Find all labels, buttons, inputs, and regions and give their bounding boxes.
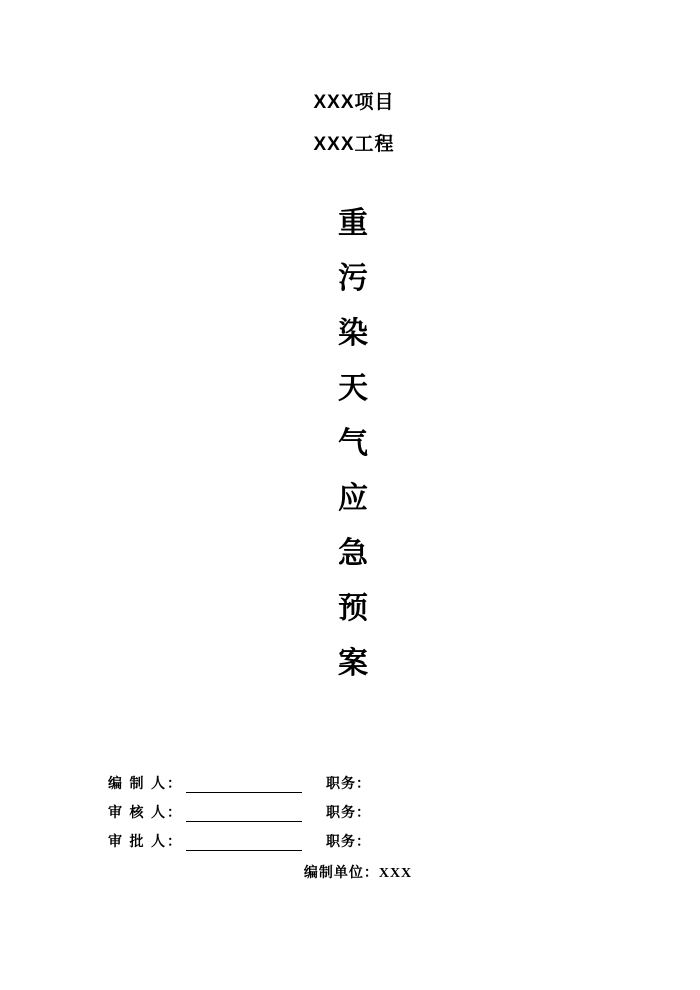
- author-label: 编 制 人：: [108, 777, 183, 792]
- project-name-line: XXX项目: [313, 92, 395, 113]
- title-char-6: 应: [338, 482, 370, 515]
- title-char-3: 染: [338, 317, 370, 350]
- title-char-1: 重: [338, 207, 370, 240]
- title-char-4: 天: [338, 372, 370, 405]
- title-char-2: 污: [338, 262, 370, 295]
- approver-role-label: 职务：: [326, 835, 371, 850]
- title-char-7: 急: [338, 537, 370, 570]
- approver-label: 审 批 人：: [108, 835, 183, 850]
- title-char-9: 案: [338, 647, 370, 680]
- reviewer-input[interactable]: [186, 806, 302, 822]
- engineering-name-line: XXX工程: [313, 134, 395, 155]
- signature-row-reviewer: [108, 793, 608, 822]
- reviewer-role-label: 职务：: [326, 806, 371, 821]
- document-header: [0, 82, 700, 166]
- author-role-label: 职务：: [326, 777, 371, 792]
- reviewer-label: 审 核 人：: [108, 806, 183, 821]
- signature-block: [108, 764, 608, 851]
- approver-input[interactable]: [186, 835, 302, 851]
- signature-row-approver: [108, 822, 608, 851]
- preparing-unit-line: 编制单位：XXX: [303, 866, 413, 881]
- title-char-5: 气: [338, 427, 370, 460]
- signature-row-author: [108, 764, 608, 793]
- page-title: [0, 196, 700, 691]
- author-input[interactable]: [186, 777, 302, 793]
- title-char-8: 预: [338, 592, 370, 625]
